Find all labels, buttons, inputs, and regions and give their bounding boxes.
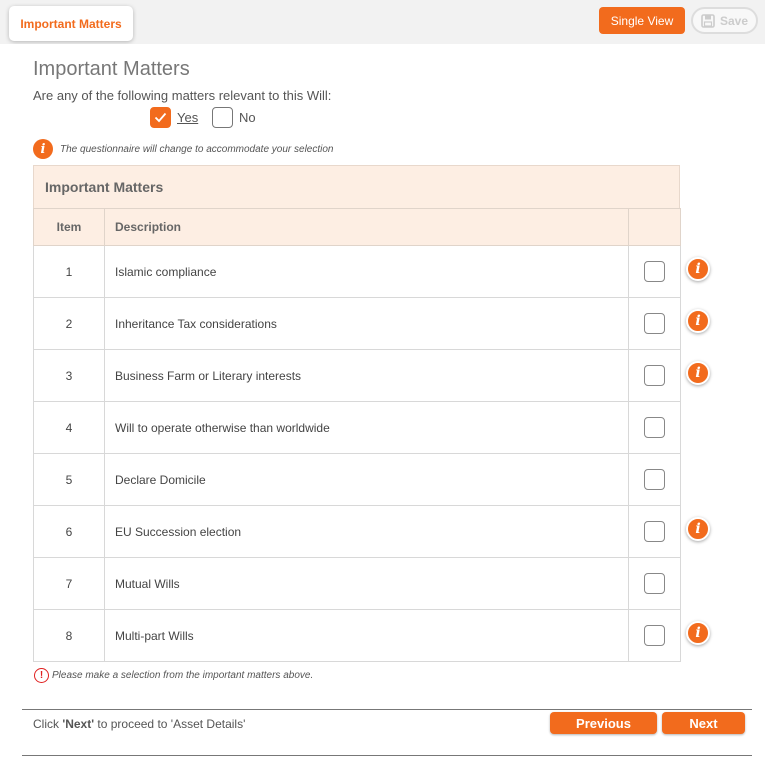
page-title: Important Matters	[33, 58, 190, 80]
row-item-number: 2	[34, 298, 105, 350]
question-text: Are any of the following matters relevant to this Will:	[33, 88, 332, 103]
table-row	[34, 454, 681, 506]
no-checkbox[interactable]	[212, 107, 233, 128]
hint-text: The questionnaire will change to accommodate your selection	[60, 143, 334, 155]
table-row	[34, 350, 681, 402]
row-description: EU Succession election	[105, 506, 629, 558]
table-header-row	[34, 209, 681, 246]
info-icon: i	[33, 139, 53, 159]
row-checkbox-cell	[629, 610, 681, 662]
table-row	[34, 558, 681, 610]
header-select	[629, 209, 681, 246]
header-description: Description	[105, 209, 629, 246]
row-description: Declare Domicile	[105, 454, 629, 506]
row-description: Mutual Wills	[105, 558, 629, 610]
row-description: Business Farm or Literary interests	[105, 350, 629, 402]
row-checkbox[interactable]	[644, 261, 665, 282]
divider	[22, 755, 752, 756]
no-label: No	[239, 110, 256, 125]
row-checkbox[interactable]	[644, 521, 665, 542]
info-icon[interactable]: i	[686, 517, 710, 541]
row-checkbox[interactable]	[644, 573, 665, 594]
row-item-number: 7	[34, 558, 105, 610]
exclamation-circle-icon: !	[34, 668, 49, 683]
footer-text-suffix: to proceed to 'Asset Details'	[94, 717, 246, 731]
info-icon[interactable]: i	[686, 257, 710, 281]
row-item-number: 1	[34, 246, 105, 298]
header-item: Item	[34, 209, 105, 246]
validation-error	[34, 668, 313, 683]
row-checkbox-cell	[629, 454, 681, 506]
row-description: Will to operate otherwise than worldwide	[105, 402, 629, 454]
divider	[22, 709, 752, 710]
save-label: Save	[719, 13, 749, 28]
option-yes[interactable]	[150, 107, 198, 128]
row-checkbox[interactable]	[644, 625, 665, 646]
previous-button[interactable]: Previous	[550, 712, 657, 734]
tab-important-matters[interactable]: Important Matters	[9, 6, 133, 41]
footer-text-bold: 'Next'	[62, 717, 95, 731]
row-checkbox-cell	[629, 298, 681, 350]
table-row	[34, 246, 681, 298]
row-checkbox[interactable]	[644, 313, 665, 334]
row-checkbox-cell	[629, 558, 681, 610]
floppy-disk-icon	[701, 14, 715, 28]
save-button[interactable]	[691, 7, 758, 34]
row-description: Islamic compliance	[105, 246, 629, 298]
footer-instructions	[33, 717, 245, 731]
row-item-number: 4	[34, 402, 105, 454]
row-checkbox-cell	[629, 506, 681, 558]
info-icon[interactable]: i	[686, 309, 710, 333]
row-item-number: 3	[34, 350, 105, 402]
info-icon[interactable]: i	[686, 621, 710, 645]
footer-text-prefix: Click	[33, 717, 63, 731]
check-icon	[154, 112, 167, 123]
row-checkbox[interactable]	[644, 365, 665, 386]
row-item-number: 8	[34, 610, 105, 662]
table-row	[34, 506, 681, 558]
next-button[interactable]: Next	[662, 712, 745, 734]
hint	[33, 139, 334, 159]
table-row	[34, 402, 681, 454]
row-checkbox-cell	[629, 246, 681, 298]
table-title: Important Matters	[33, 165, 680, 208]
row-checkbox[interactable]	[644, 469, 665, 490]
yes-label: Yes	[177, 110, 199, 125]
row-checkbox[interactable]	[644, 417, 665, 438]
row-description: Multi-part Wills	[105, 610, 629, 662]
info-icon[interactable]: i	[686, 361, 710, 385]
row-checkbox-cell	[629, 350, 681, 402]
important-matters-table	[33, 165, 680, 662]
table-row	[34, 298, 681, 350]
row-item-number: 6	[34, 506, 105, 558]
row-description: Inheritance Tax considerations	[105, 298, 629, 350]
row-item-number: 5	[34, 454, 105, 506]
table-row	[34, 610, 681, 662]
option-no[interactable]	[212, 107, 256, 128]
row-checkbox-cell	[629, 402, 681, 454]
validation-text: Please make a selection from the important matters above.	[52, 670, 314, 681]
yes-checkbox[interactable]	[150, 107, 171, 128]
single-view-button[interactable]: Single View	[599, 7, 685, 34]
